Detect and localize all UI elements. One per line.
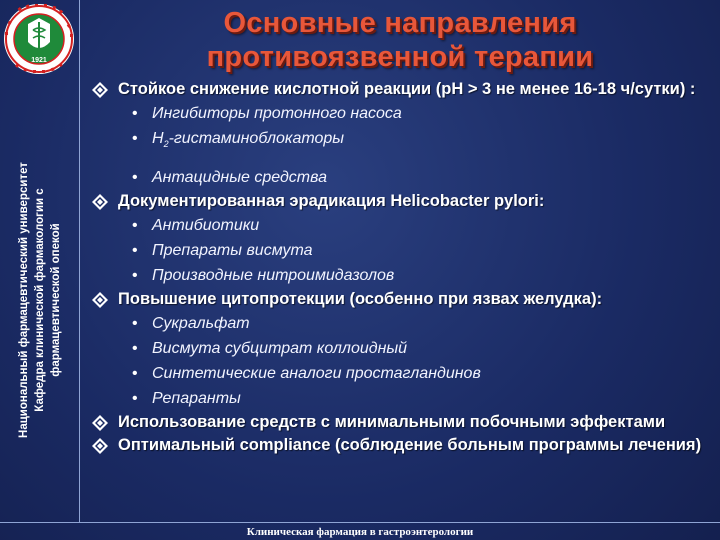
title-line-1: Основные направления [223,7,577,39]
main-item-text: Стойкое снижение кислотной реакции (рН > 3 не менее 16-18 ч/сутки) : [118,80,696,98]
page-title [80,6,720,74]
sub-item [90,336,715,361]
sub-item-text: Ингибиторы протонного насоса [152,105,402,122]
sub-item-text: Антибиотики [152,217,260,235]
sub-item-text: Сукральфат [152,315,250,333]
footer: Клиническая фармация в гастроэнтерологии [0,522,720,540]
bullet-dot-icon: • [132,169,138,187]
diamond-bullet-icon [92,438,108,454]
sub-item-text: Препараты висмута [152,242,313,260]
sub-item [90,101,715,126]
sub-item [90,126,715,157]
sub-item [90,386,715,411]
university-line-3: фармацевтической опекой [50,223,62,377]
diamond-bullet-icon [92,194,108,210]
main-item-text: Повышение цитопротекции (особенно при язвах желудка): [118,290,603,309]
bullet-dot-icon: • [132,390,138,408]
sub-item [90,165,715,190]
main-item-text: Документированная эрадикация Helicobacter pylori: [118,192,545,211]
bullet-dot-icon: • [132,217,138,235]
sub-item [90,213,715,238]
sub-item [90,361,715,386]
main-item-3 [90,288,715,311]
sub-item-text: Висмута субцитрат коллоидный [152,340,408,358]
university-line-1: Национальный фармацевтический университет [18,162,30,438]
bullet-dot-icon: • [132,130,138,147]
sub-item-text: Производные нитроимидазолов [152,267,395,285]
diamond-bullet-icon [92,82,108,98]
diamond-bullet-icon [92,415,108,431]
main-item-text: Использование средств с минимальными побочными эффектами [118,413,666,432]
main-item-5 [90,434,715,457]
title-line-2: противоязвенной терапии [206,41,594,73]
sub-item-text: Синтетические аналоги простагландинов [152,365,481,383]
svg-text:1921: 1921 [31,57,47,64]
sub-item-text: $Н_2$-гистаминоблокаторы [152,130,345,150]
bullet-dot-icon: • [132,105,138,122]
university-seal-logo [2,2,76,76]
main-item-4 [90,411,715,434]
sub-item [90,238,715,263]
main-item-text: Оптимальный compliance (соблюдение больным программы лечения) [118,436,702,455]
bullet-dot-icon: • [132,315,138,333]
content [90,78,715,457]
bullet-dot-icon: • [132,365,138,383]
sub-item-text: Антацидные средства [152,169,328,187]
main-item-2 [90,190,715,213]
sub-item [90,311,715,336]
main-item-1 [90,78,715,101]
bullet-dot-icon: • [132,242,138,260]
university-line-2: Кафедра клинической фармакологии с [34,188,46,412]
diamond-bullet-icon [92,292,108,308]
bullet-dot-icon: • [132,267,138,285]
sub-item [90,263,715,288]
university-name [16,100,64,500]
bullet-dot-icon: • [132,340,138,358]
sub-item-text: Репаранты [152,390,241,408]
left-panel [0,0,80,522]
